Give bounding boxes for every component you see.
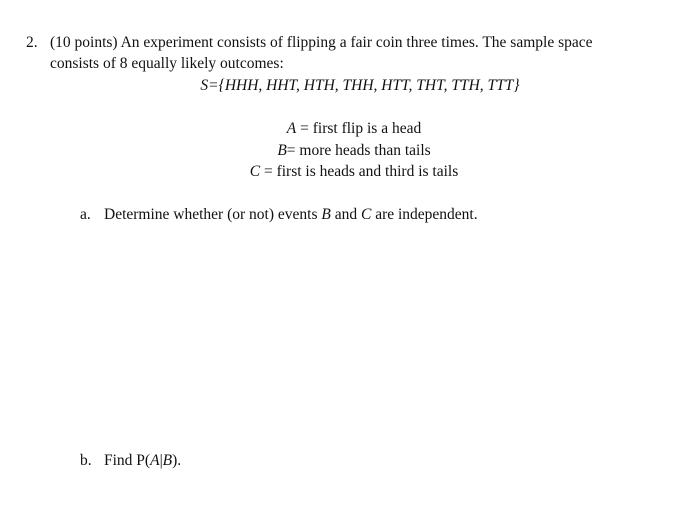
problem-text-line-1: (10 points) An experiment consists of flipping a fair coin three times. The sample space xyxy=(50,34,593,51)
part-a-text-1: Determine whether (or not) events xyxy=(104,206,322,223)
event-b-var: B xyxy=(277,141,287,159)
part-b-letter: b. xyxy=(80,452,92,469)
part-b-var-a: A xyxy=(150,452,160,469)
problem-statement xyxy=(26,32,656,74)
event-a-var: A xyxy=(286,120,297,137)
event-c-var: C xyxy=(249,163,261,180)
sample-space: S={HHH, HHT, HTH, THH, HTT, THT, TTH, TTT} xyxy=(200,77,520,94)
part-a-text-3: are independent. xyxy=(371,206,478,223)
part-a-var-b: B xyxy=(321,206,331,223)
part-a-text-2: and xyxy=(330,206,361,223)
event-c-definition xyxy=(28,161,680,183)
event-b-definition xyxy=(28,140,680,162)
event-a-text: = first flip is a head xyxy=(296,120,422,137)
part-b-var-b: B xyxy=(162,452,173,469)
part-b-text-1: Find P( xyxy=(104,452,151,469)
part-a-letter: a. xyxy=(80,206,91,223)
part-b-text-2: ). xyxy=(172,452,182,469)
part-a-var-c: C xyxy=(360,206,372,223)
part-b xyxy=(80,450,181,471)
part-a xyxy=(80,204,478,225)
problem-line-1 xyxy=(26,32,656,53)
problem-text-line-2: consists of 8 equally likely outcomes: xyxy=(50,55,284,72)
event-b-text: = more heads than tails xyxy=(286,141,431,159)
event-c-text: = first is heads and third is tails xyxy=(260,163,459,180)
part-b-bar: | xyxy=(159,452,163,469)
problem-number: 2. xyxy=(26,34,38,51)
event-definitions xyxy=(0,118,680,183)
event-a-definition xyxy=(28,118,680,140)
